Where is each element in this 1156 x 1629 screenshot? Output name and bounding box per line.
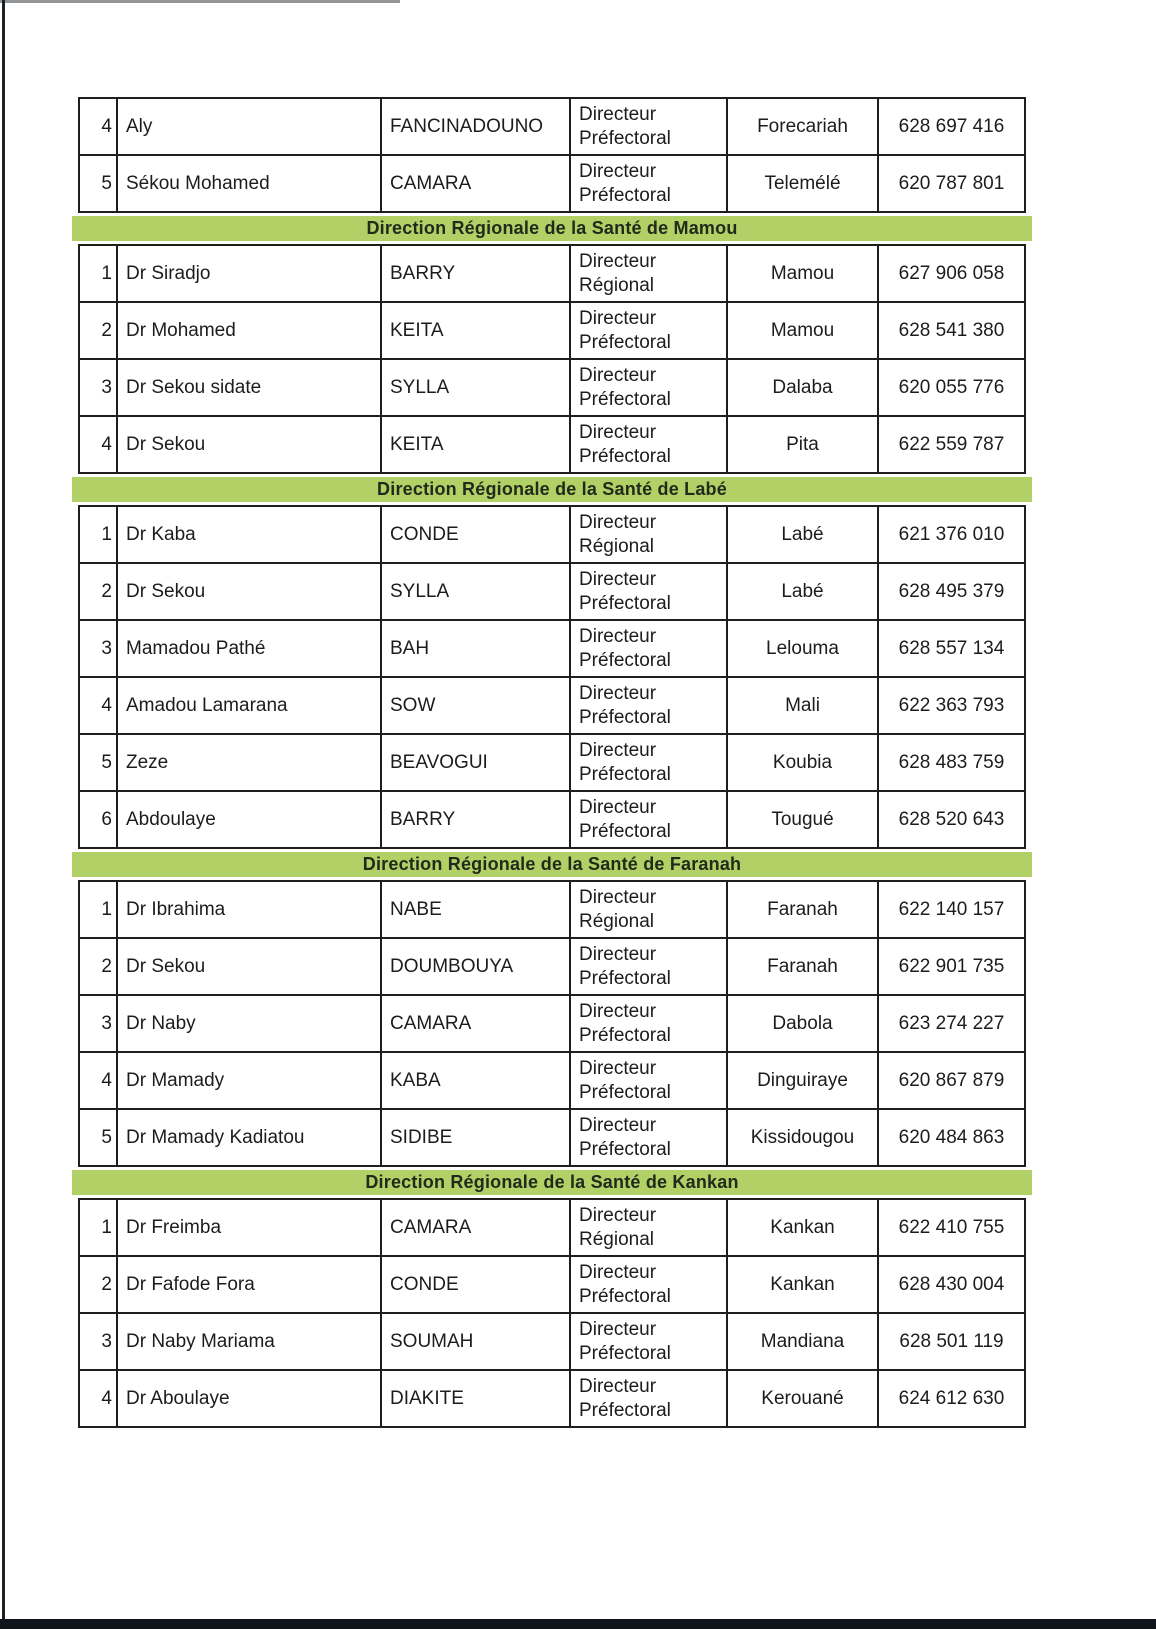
last-name-text: NABE bbox=[390, 898, 442, 920]
cell-last-name bbox=[382, 1053, 571, 1108]
first-name-text: Dr Naby bbox=[126, 1012, 196, 1034]
table-row bbox=[80, 507, 1024, 562]
first-name-text: Dr Sekou bbox=[126, 433, 206, 455]
cell-job-title bbox=[571, 1053, 728, 1108]
last-name-text: BEAVOGUI bbox=[390, 751, 488, 773]
cell-phone-number bbox=[879, 1200, 1024, 1255]
cell-phone-number bbox=[879, 360, 1024, 415]
table-row bbox=[80, 415, 1024, 472]
last-name-text: SIDIBE bbox=[390, 1126, 453, 1148]
cell-first-name bbox=[118, 1200, 382, 1255]
cell-first-name bbox=[118, 939, 382, 994]
phone-number-text: 622 559 787 bbox=[898, 433, 1005, 455]
cell-location bbox=[728, 507, 879, 562]
row-number-text: 2 bbox=[101, 580, 112, 602]
phone-number-text: 627 906 058 bbox=[898, 262, 1005, 284]
cell-job-title bbox=[571, 882, 728, 937]
cell-first-name bbox=[118, 996, 382, 1051]
table-row bbox=[80, 1051, 1024, 1108]
cell-location bbox=[728, 939, 879, 994]
cell-first-name bbox=[118, 156, 382, 211]
job-title-text: Directeur Préfectoral bbox=[579, 364, 671, 410]
table-row bbox=[80, 1369, 1024, 1426]
cell-first-name bbox=[118, 678, 382, 733]
first-name-text: Sékou Mohamed bbox=[126, 172, 270, 194]
cell-location bbox=[728, 882, 879, 937]
last-name-text: SOW bbox=[390, 694, 436, 716]
cell-row-number bbox=[80, 678, 118, 733]
cell-job-title bbox=[571, 1371, 728, 1426]
location-text: Faranah bbox=[767, 955, 838, 977]
row-number-text: 2 bbox=[101, 319, 112, 341]
location-text: Tougué bbox=[771, 808, 834, 830]
cell-row-number bbox=[80, 1314, 118, 1369]
cell-phone-number bbox=[879, 417, 1024, 472]
row-number-text: 4 bbox=[101, 694, 112, 716]
rows-group bbox=[78, 505, 1026, 849]
cell-row-number bbox=[80, 621, 118, 676]
location-text: Faranah bbox=[767, 898, 838, 920]
location-text: Mamou bbox=[770, 262, 835, 284]
phone-number-text: 622 901 735 bbox=[898, 955, 1005, 977]
location-text: Mandiana bbox=[760, 1330, 845, 1352]
cell-phone-number bbox=[879, 792, 1024, 847]
cell-phone-number bbox=[879, 939, 1024, 994]
last-name-text: BARRY bbox=[390, 262, 456, 284]
first-name-text: Dr Sekou sidate bbox=[126, 376, 262, 398]
phone-number-text: 628 697 416 bbox=[898, 115, 1005, 137]
location-text: Labé bbox=[781, 523, 824, 545]
cell-job-title bbox=[571, 360, 728, 415]
last-name-text: CONDE bbox=[390, 1273, 459, 1295]
table-row bbox=[80, 1312, 1024, 1369]
rows-group bbox=[78, 97, 1026, 213]
last-name-text: DOUMBOUYA bbox=[390, 955, 514, 977]
phone-number-text: 622 363 793 bbox=[898, 694, 1005, 716]
cell-phone-number bbox=[879, 1314, 1024, 1369]
last-name-text: BAH bbox=[390, 637, 430, 659]
table-row bbox=[80, 676, 1024, 733]
cell-location bbox=[728, 1371, 879, 1426]
cell-location bbox=[728, 246, 879, 301]
cell-location bbox=[728, 417, 879, 472]
row-number-text: 3 bbox=[101, 637, 112, 659]
cell-job-title bbox=[571, 621, 728, 676]
cell-phone-number bbox=[879, 678, 1024, 733]
cell-phone-number bbox=[879, 246, 1024, 301]
cell-phone-number bbox=[879, 99, 1024, 154]
location-text: Koubia bbox=[772, 751, 833, 773]
last-name-text: DIAKITE bbox=[390, 1387, 464, 1409]
scan-top-edge bbox=[0, 0, 400, 3]
table-row bbox=[80, 937, 1024, 994]
first-name-text: Amadou Lamarana bbox=[126, 694, 288, 716]
first-name-text: Dr Siradjo bbox=[126, 262, 211, 284]
cell-last-name bbox=[382, 939, 571, 994]
table-row bbox=[80, 246, 1024, 301]
last-name-text: SOUMAH bbox=[390, 1330, 474, 1352]
cell-row-number bbox=[80, 1053, 118, 1108]
cell-phone-number bbox=[879, 507, 1024, 562]
table-row bbox=[80, 99, 1024, 154]
job-title-text: Directeur Préfectoral bbox=[579, 1375, 671, 1421]
cell-row-number bbox=[80, 156, 118, 211]
cell-row-number bbox=[80, 882, 118, 937]
cell-last-name bbox=[382, 360, 571, 415]
phone-number-text: 628 557 134 bbox=[898, 637, 1005, 659]
cell-job-title bbox=[571, 996, 728, 1051]
cell-phone-number bbox=[879, 1371, 1024, 1426]
last-name-text: BARRY bbox=[390, 808, 456, 830]
table-row bbox=[80, 358, 1024, 415]
cell-row-number bbox=[80, 1200, 118, 1255]
table-row bbox=[80, 790, 1024, 847]
table-row bbox=[80, 301, 1024, 358]
cell-job-title bbox=[571, 507, 728, 562]
first-name-text: Mamadou Pathé bbox=[126, 637, 266, 659]
row-number-text: 3 bbox=[101, 376, 112, 398]
cell-first-name bbox=[118, 1314, 382, 1369]
phone-number-text: 622 410 755 bbox=[898, 1216, 1005, 1238]
cell-location bbox=[728, 1314, 879, 1369]
cell-last-name bbox=[382, 246, 571, 301]
cell-first-name bbox=[118, 99, 382, 154]
row-number-text: 1 bbox=[101, 898, 112, 920]
cell-last-name bbox=[382, 303, 571, 358]
row-number-text: 2 bbox=[101, 1273, 112, 1295]
first-name-text: Dr Aboulaye bbox=[126, 1387, 230, 1409]
first-name-text: Dr Fafode Fora bbox=[126, 1273, 255, 1295]
cell-location bbox=[728, 996, 879, 1051]
first-name-text: Dr Freimba bbox=[126, 1216, 222, 1238]
phone-number-text: 622 140 157 bbox=[898, 898, 1005, 920]
cell-first-name bbox=[118, 564, 382, 619]
cell-row-number bbox=[80, 939, 118, 994]
location-text: Dinguiraye bbox=[757, 1069, 848, 1091]
row-number-text: 4 bbox=[101, 1387, 112, 1409]
cell-phone-number bbox=[879, 564, 1024, 619]
phone-number-text: 621 376 010 bbox=[898, 523, 1005, 545]
last-name-text: CAMARA bbox=[390, 1012, 472, 1034]
job-title-text: Directeur Préfectoral bbox=[579, 796, 671, 842]
cell-location bbox=[728, 99, 879, 154]
cell-last-name bbox=[382, 1371, 571, 1426]
cell-job-title bbox=[571, 792, 728, 847]
cell-row-number bbox=[80, 99, 118, 154]
last-name-text: KABA bbox=[390, 1069, 441, 1091]
cell-last-name bbox=[382, 792, 571, 847]
job-title-text: Directeur Préfectoral bbox=[579, 1261, 671, 1307]
job-title-text: Directeur Préfectoral bbox=[579, 307, 671, 353]
cell-first-name bbox=[118, 507, 382, 562]
job-title-text: Directeur Préfectoral bbox=[579, 103, 671, 149]
cell-job-title bbox=[571, 939, 728, 994]
phone-number-text: 628 501 119 bbox=[899, 1330, 1004, 1352]
last-name-text: CONDE bbox=[390, 523, 459, 545]
rows-group bbox=[78, 1198, 1026, 1428]
last-name-text: SYLLA bbox=[390, 376, 450, 398]
cell-job-title bbox=[571, 735, 728, 790]
location-text: Dalaba bbox=[772, 376, 833, 398]
cell-last-name bbox=[382, 1110, 571, 1165]
cell-job-title bbox=[571, 246, 728, 301]
cell-row-number bbox=[80, 417, 118, 472]
row-number-text: 1 bbox=[101, 523, 112, 545]
first-name-text: Aly bbox=[126, 115, 153, 137]
location-text: Telemélé bbox=[764, 172, 841, 194]
cell-last-name bbox=[382, 1200, 571, 1255]
cell-location bbox=[728, 303, 879, 358]
cell-location bbox=[728, 564, 879, 619]
phone-number-text: 628 430 004 bbox=[898, 1273, 1005, 1295]
phone-number-text: 620 484 863 bbox=[898, 1126, 1005, 1148]
cell-row-number bbox=[80, 303, 118, 358]
cell-first-name bbox=[118, 246, 382, 301]
first-name-text: Dr Naby Mariama bbox=[126, 1330, 275, 1352]
location-text: Lelouma bbox=[766, 637, 839, 659]
location-text: Labé bbox=[781, 580, 824, 602]
first-name-text: Dr Sekou bbox=[126, 955, 206, 977]
first-name-text: Dr Mohamed bbox=[126, 319, 236, 341]
cell-last-name bbox=[382, 996, 571, 1051]
location-text: Kerouané bbox=[761, 1387, 844, 1409]
table-row bbox=[80, 1255, 1024, 1312]
cell-job-title bbox=[571, 417, 728, 472]
last-name-text: SYLLA bbox=[390, 580, 450, 602]
location-text: Mamou bbox=[770, 319, 835, 341]
cell-job-title bbox=[571, 1257, 728, 1312]
cell-location bbox=[728, 792, 879, 847]
location-text: Mali bbox=[785, 694, 820, 716]
job-title-text: Directeur Préfectoral bbox=[579, 625, 671, 671]
scan-left-edge bbox=[2, 0, 5, 1629]
cell-job-title bbox=[571, 156, 728, 211]
cell-last-name bbox=[382, 678, 571, 733]
first-name-text: Dr Sekou bbox=[126, 580, 206, 602]
table-row bbox=[80, 619, 1024, 676]
cell-job-title bbox=[571, 1314, 728, 1369]
cell-location bbox=[728, 1110, 879, 1165]
table-row bbox=[80, 1200, 1024, 1255]
table-row bbox=[80, 882, 1024, 937]
cell-first-name bbox=[118, 417, 382, 472]
cell-row-number bbox=[80, 1371, 118, 1426]
cell-last-name bbox=[382, 156, 571, 211]
location-text: Pita bbox=[786, 433, 819, 455]
phone-number-text: 628 495 379 bbox=[898, 580, 1005, 602]
scan-bottom-edge bbox=[0, 1619, 1156, 1629]
cell-last-name bbox=[382, 882, 571, 937]
location-text: Dabola bbox=[772, 1012, 833, 1034]
job-title-text: Directeur Préfectoral bbox=[579, 1318, 671, 1364]
row-number-text: 4 bbox=[101, 115, 112, 137]
cell-row-number bbox=[80, 246, 118, 301]
cell-location bbox=[728, 621, 879, 676]
table-row bbox=[80, 733, 1024, 790]
cell-row-number bbox=[80, 564, 118, 619]
cell-phone-number bbox=[879, 1110, 1024, 1165]
cell-first-name bbox=[118, 792, 382, 847]
location-text: Kissidougou bbox=[750, 1126, 855, 1148]
row-number-text: 5 bbox=[101, 172, 112, 194]
row-number-text: 5 bbox=[101, 751, 112, 773]
cell-job-title bbox=[571, 678, 728, 733]
cell-phone-number bbox=[879, 735, 1024, 790]
cell-first-name bbox=[118, 1371, 382, 1426]
cell-location bbox=[728, 1053, 879, 1108]
first-name-text: Dr Ibrahima bbox=[126, 898, 226, 920]
cell-phone-number bbox=[879, 156, 1024, 211]
first-name-text: Abdoulaye bbox=[126, 808, 216, 830]
job-title-text: Directeur Préfectoral bbox=[579, 160, 671, 206]
contacts-table bbox=[78, 97, 1026, 1428]
row-number-text: 4 bbox=[101, 1069, 112, 1091]
cell-phone-number bbox=[879, 1053, 1024, 1108]
cell-row-number bbox=[80, 1257, 118, 1312]
cell-row-number bbox=[80, 360, 118, 415]
job-title-text: Directeur Préfectoral bbox=[579, 1057, 671, 1103]
section-header-bar: Direction Régionale de la Santé de Faranah bbox=[72, 852, 1032, 877]
phone-number-text: 623 274 227 bbox=[898, 1012, 1005, 1034]
row-number-text: 1 bbox=[101, 262, 112, 284]
section-header-bar: Direction Régionale de la Santé de Labé bbox=[72, 477, 1032, 502]
job-title-text: Directeur Régional bbox=[579, 886, 657, 932]
row-number-text: 5 bbox=[101, 1126, 112, 1148]
cell-location bbox=[728, 360, 879, 415]
job-title-text: Directeur Régional bbox=[579, 511, 657, 557]
row-number-text: 1 bbox=[101, 1216, 112, 1238]
cell-row-number bbox=[80, 507, 118, 562]
last-name-text: CAMARA bbox=[390, 172, 472, 194]
job-title-text: Directeur Préfectoral bbox=[579, 421, 671, 467]
cell-last-name bbox=[382, 621, 571, 676]
cell-first-name bbox=[118, 1053, 382, 1108]
cell-last-name bbox=[382, 1257, 571, 1312]
cell-last-name bbox=[382, 417, 571, 472]
job-title-text: Directeur Préfectoral bbox=[579, 1114, 671, 1160]
row-number-text: 6 bbox=[101, 808, 112, 830]
first-name-text: Dr Mamady Kadiatou bbox=[126, 1126, 305, 1148]
cell-location bbox=[728, 156, 879, 211]
job-title-text: Directeur Régional bbox=[579, 250, 657, 296]
cell-phone-number bbox=[879, 303, 1024, 358]
cell-row-number bbox=[80, 792, 118, 847]
rows-group bbox=[78, 244, 1026, 474]
cell-job-title bbox=[571, 564, 728, 619]
cell-last-name bbox=[382, 564, 571, 619]
location-text: Kankan bbox=[770, 1273, 835, 1295]
cell-phone-number bbox=[879, 996, 1024, 1051]
cell-location bbox=[728, 1200, 879, 1255]
cell-first-name bbox=[118, 303, 382, 358]
phone-number-text: 620 055 776 bbox=[898, 376, 1005, 398]
phone-number-text: 620 867 879 bbox=[898, 1069, 1005, 1091]
first-name-text: Dr Mamady bbox=[126, 1069, 225, 1091]
phone-number-text: 624 612 630 bbox=[898, 1387, 1005, 1409]
last-name-text: KEITA bbox=[390, 319, 444, 341]
cell-job-title bbox=[571, 1200, 728, 1255]
cell-row-number bbox=[80, 735, 118, 790]
table-row bbox=[80, 154, 1024, 211]
first-name-text: Dr Kaba bbox=[126, 523, 196, 545]
table-row bbox=[80, 562, 1024, 619]
cell-first-name bbox=[118, 882, 382, 937]
cell-phone-number bbox=[879, 1257, 1024, 1312]
rows-group bbox=[78, 880, 1026, 1167]
phone-number-text: 620 787 801 bbox=[898, 172, 1005, 194]
first-name-text: Zeze bbox=[126, 751, 169, 773]
cell-phone-number bbox=[879, 882, 1024, 937]
cell-last-name bbox=[382, 1314, 571, 1369]
cell-phone-number bbox=[879, 621, 1024, 676]
table-row bbox=[80, 994, 1024, 1051]
cell-first-name bbox=[118, 1110, 382, 1165]
cell-first-name bbox=[118, 1257, 382, 1312]
job-title-text: Directeur Régional bbox=[579, 1204, 657, 1250]
section-header-bar: Direction Régionale de la Santé de Kankan bbox=[72, 1170, 1032, 1195]
cell-location bbox=[728, 678, 879, 733]
job-title-text: Directeur Préfectoral bbox=[579, 943, 671, 989]
last-name-text: FANCINADOUNO bbox=[390, 115, 544, 137]
cell-first-name bbox=[118, 735, 382, 790]
cell-job-title bbox=[571, 99, 728, 154]
phone-number-text: 628 483 759 bbox=[898, 751, 1005, 773]
job-title-text: Directeur Préfectoral bbox=[579, 568, 671, 614]
cell-location bbox=[728, 735, 879, 790]
job-title-text: Directeur Préfectoral bbox=[579, 682, 671, 728]
row-number-text: 3 bbox=[101, 1330, 112, 1352]
location-text: Kankan bbox=[770, 1216, 835, 1238]
row-number-text: 4 bbox=[101, 433, 112, 455]
cell-last-name bbox=[382, 507, 571, 562]
cell-last-name bbox=[382, 99, 571, 154]
cell-first-name bbox=[118, 360, 382, 415]
job-title-text: Directeur Préfectoral bbox=[579, 739, 671, 785]
cell-job-title bbox=[571, 303, 728, 358]
phone-number-text: 628 520 643 bbox=[898, 808, 1005, 830]
row-number-text: 3 bbox=[101, 1012, 112, 1034]
job-title-text: Directeur Préfectoral bbox=[579, 1000, 671, 1046]
table-row bbox=[80, 1108, 1024, 1165]
row-number-text: 2 bbox=[101, 955, 112, 977]
cell-first-name bbox=[118, 621, 382, 676]
cell-last-name bbox=[382, 735, 571, 790]
last-name-text: CAMARA bbox=[390, 1216, 472, 1238]
last-name-text: KEITA bbox=[390, 433, 444, 455]
cell-job-title bbox=[571, 1110, 728, 1165]
cell-row-number bbox=[80, 1110, 118, 1165]
cell-row-number bbox=[80, 996, 118, 1051]
section-header-bar: Direction Régionale de la Santé de Mamou bbox=[72, 216, 1032, 241]
cell-location bbox=[728, 1257, 879, 1312]
location-text: Forecariah bbox=[757, 115, 848, 137]
phone-number-text: 628 541 380 bbox=[898, 319, 1005, 341]
